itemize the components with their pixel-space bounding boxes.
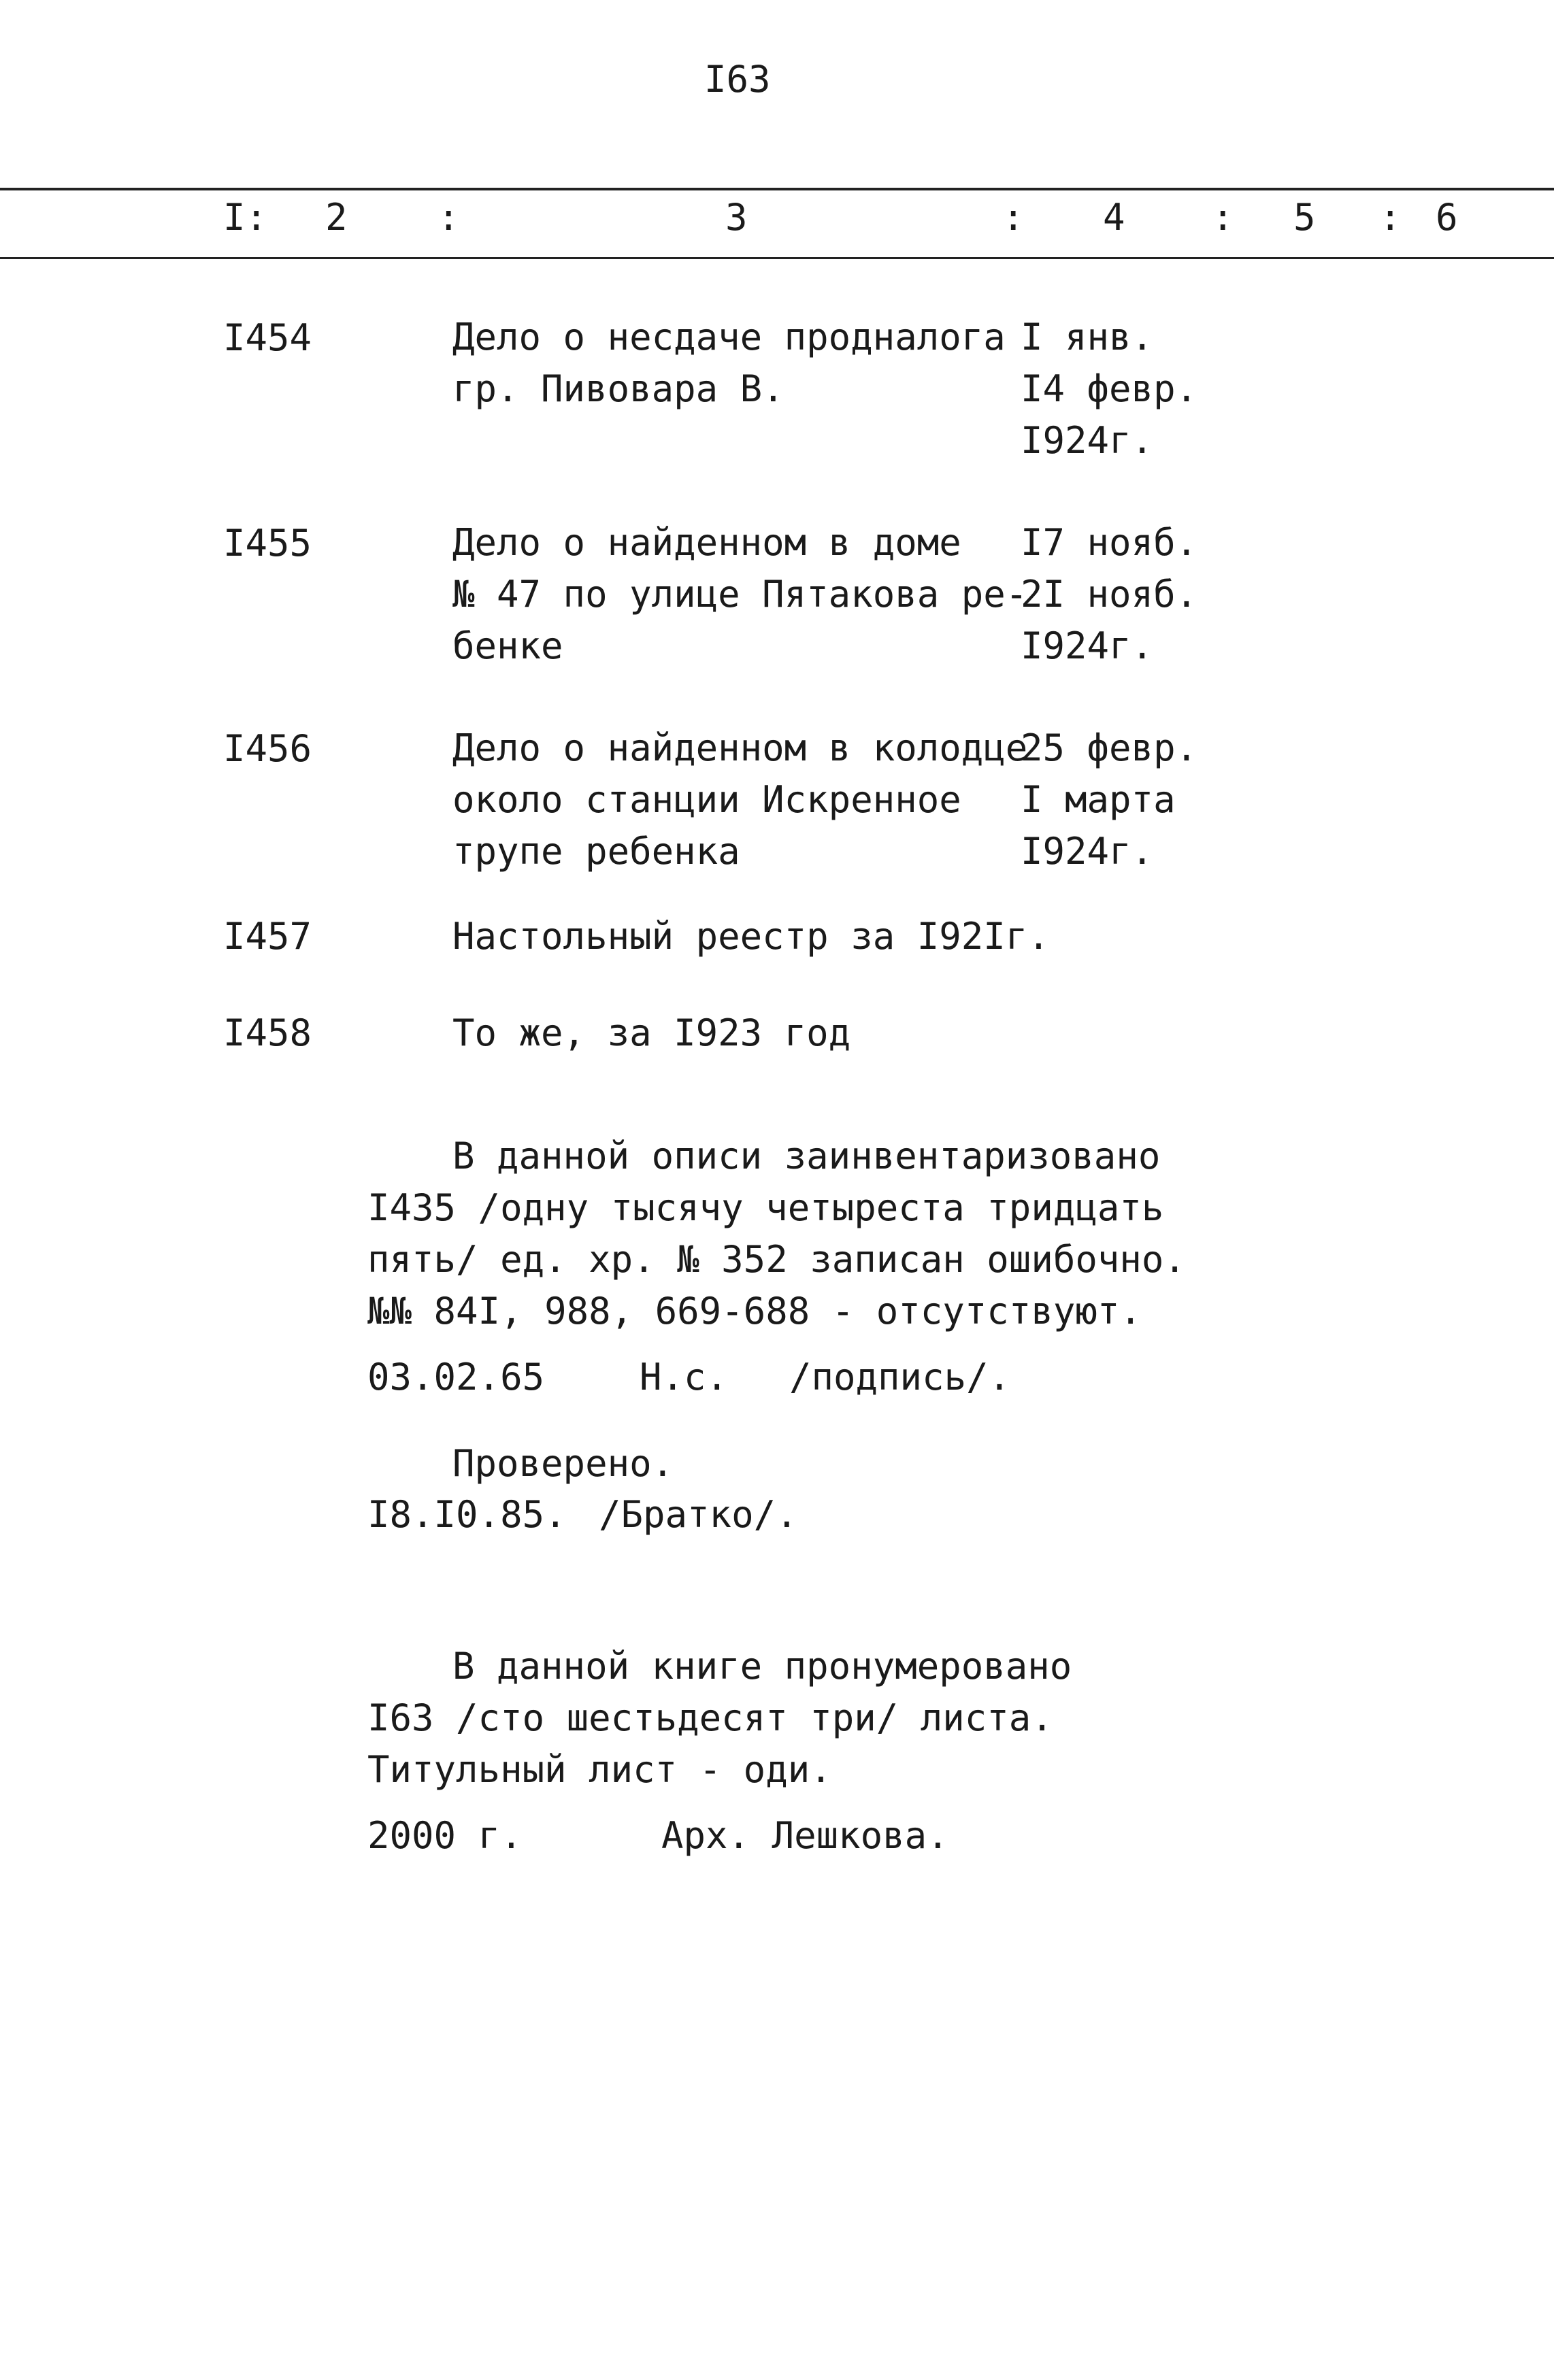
entry-title-line: № 47 по улице Пятакова ре-: [452, 573, 1028, 616]
book-note-line: Титульный лист - оди.: [367, 1748, 832, 1791]
verified-block: [367, 1438, 674, 1490]
entry-date-end: I4 февр.: [1021, 367, 1198, 410]
page-number: I63: [704, 58, 771, 101]
inventory-note-line: №№ 84I, 988, 669-688 - отсутствуют.: [367, 1290, 1142, 1333]
column-header-5: 5: [1293, 196, 1316, 239]
inventory-note-line: пять/ ед. хр. № 352 записан ошибочно.: [367, 1238, 1186, 1281]
entry-title: [452, 312, 1006, 415]
entry-dates: [1021, 722, 1197, 877]
header-top-rule: [0, 188, 1554, 190]
entry-dates: [1021, 312, 1197, 467]
entry-number: I457: [223, 915, 312, 958]
verified-name: /Братко/.: [599, 1493, 798, 1536]
inventory-note-line: В данной описи заинвентаризовано: [452, 1135, 1161, 1177]
entry-number: I458: [223, 1011, 312, 1054]
entry-date-year: I924г.: [1021, 830, 1154, 873]
entry-date-start: I7 нояб.: [1021, 521, 1198, 564]
entry-date-start: I янв.: [1021, 316, 1154, 358]
entry-date-end: I марта: [1021, 778, 1176, 821]
entry-title-line: Дело о найденном в доме: [452, 521, 961, 564]
column-header-6: 6: [1436, 196, 1458, 239]
book-note: [367, 1641, 1072, 1796]
book-note-line: I63 /сто шестьдесят три/ листа.: [367, 1696, 1053, 1739]
book-note-line: В данной книге пронумеровано: [452, 1645, 1072, 1688]
column-separator: :: [1212, 196, 1234, 239]
header-bottom-rule: [0, 257, 1554, 259]
entry-dates: [1021, 517, 1197, 672]
inventory-note-line: I435 /одну тысячу четыреста тридцать: [367, 1186, 1164, 1229]
entry-title: То же, за I923 год: [452, 1011, 851, 1054]
entry-title-line: Дело о несдаче продналога: [452, 316, 1006, 358]
entry-title: [452, 722, 1027, 877]
verified-label: Проверено.: [452, 1442, 674, 1485]
entry-number: I454: [223, 316, 312, 359]
book-note-archivist: Арх. Лешкова.: [661, 1814, 949, 1857]
entry-title: Настольный реестр за I92Iг.: [452, 915, 1050, 958]
column-header-3: 3: [725, 196, 748, 239]
entry-date-end: 2I нояб.: [1021, 573, 1198, 616]
inventory-date: 03.02.65: [367, 1356, 545, 1398]
column-header-2: 2: [325, 196, 348, 239]
entry-title-line: трупе ребенка: [452, 830, 740, 873]
entry-date-start: 25 февр.: [1021, 726, 1198, 769]
entry-number: I456: [223, 727, 312, 770]
entry-number: I455: [223, 522, 312, 565]
inventory-note: [367, 1130, 1186, 1337]
inventory-position: Н.с.: [640, 1356, 729, 1398]
column-separator: :: [1002, 196, 1025, 239]
verified-date: I8.I0.85.: [367, 1493, 567, 1536]
column-separator: :: [437, 196, 460, 239]
entry-title-line: Дело о найденном в колодце: [452, 726, 1028, 769]
entry-title-line: около станции Искренное: [452, 778, 961, 821]
entry-title: [452, 517, 1027, 672]
entry-date-year: I924г.: [1021, 624, 1154, 667]
column-header-4: 4: [1103, 196, 1125, 239]
column-separator: :: [1379, 196, 1402, 239]
inventory-signature: /подпись/.: [789, 1356, 1011, 1398]
book-note-year: 2000 г.: [367, 1814, 523, 1857]
entry-date-year: I924г.: [1021, 419, 1154, 462]
column-header-1: I:: [223, 196, 268, 239]
entry-title-line: гр. Пивовара В.: [452, 367, 784, 410]
entry-title-line: бенке: [452, 624, 563, 667]
